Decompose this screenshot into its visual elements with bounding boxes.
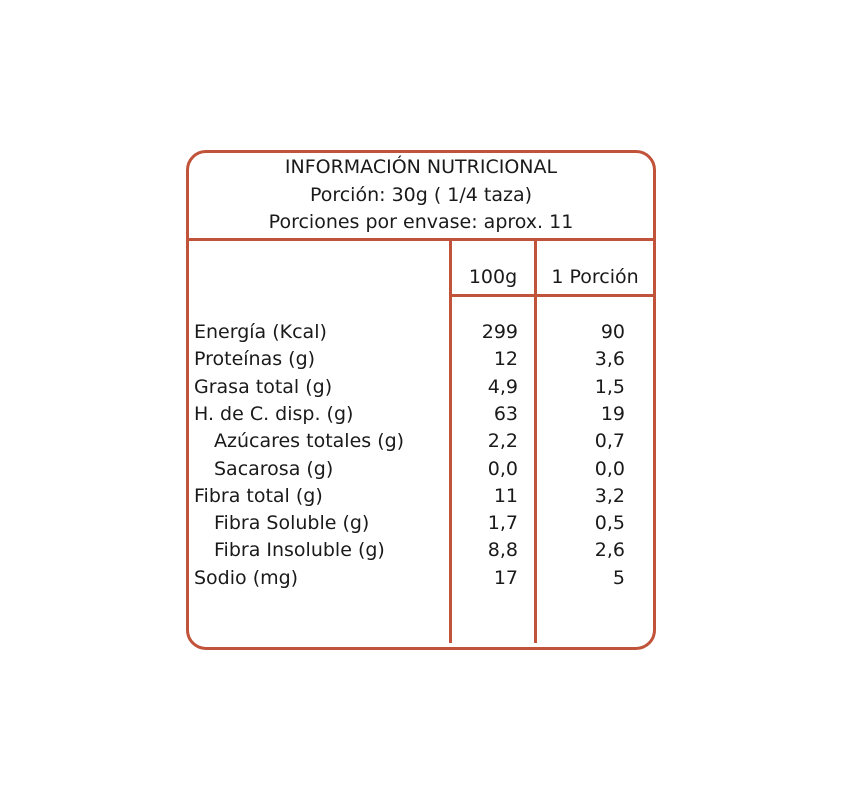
nutrient-label: Proteínas (g) <box>194 348 316 371</box>
value-per-100g: 1,7 <box>487 512 518 535</box>
servings-per-container: Porciones por envase: aprox. 11 <box>268 211 574 233</box>
nutrient-label: Fibra Insoluble (g) <box>214 539 385 562</box>
nutrient-label: Azúcares totales (g) <box>214 430 405 453</box>
nutrient-label: Energía (Kcal) <box>194 321 327 343</box>
value-per-portion: 5 <box>612 566 625 589</box>
value-per-portion: 2,6 <box>594 539 625 562</box>
value-per-portion: 19 <box>600 402 625 425</box>
value-per-100g: 4,9 <box>487 375 518 398</box>
value-per-100g: 299 <box>481 321 518 343</box>
value-per-portion: 1,5 <box>594 375 625 398</box>
value-per-100g: 12 <box>493 348 518 371</box>
value-per-portion: 3,6 <box>594 348 625 371</box>
nutrient-label: Sodio (mg) <box>194 566 299 589</box>
value-per-portion: 3,2 <box>594 484 625 507</box>
nutrient-label: Sacarosa (g) <box>214 457 334 480</box>
nutrient-label: Grasa total (g) <box>194 375 333 398</box>
column-header-divider <box>449 294 653 297</box>
column-header-100g: 100g <box>468 266 518 288</box>
value-per-100g: 63 <box>493 402 518 425</box>
value-per-portion: 0,7 <box>594 430 625 453</box>
nutrient-label: Fibra Soluble (g) <box>214 512 370 535</box>
nutrient-label: H. de C. disp. (g) <box>194 402 354 425</box>
serving-size: Porción: 30g ( 1/4 taza) <box>309 184 533 206</box>
nutrient-label: Fibra total (g) <box>194 484 323 507</box>
header-divider <box>186 238 653 241</box>
column-header-portion: 1 Porción <box>551 266 639 288</box>
value-per-portion: 0,0 <box>594 457 625 480</box>
panel-title: INFORMACIÓN NUTRICIONAL <box>284 156 558 178</box>
value-per-100g: 11 <box>493 484 518 507</box>
value-per-100g: 2,2 <box>487 430 518 453</box>
value-per-portion: 90 <box>600 321 625 343</box>
value-per-100g: 0,0 <box>487 457 518 480</box>
value-per-portion: 0,5 <box>594 512 625 535</box>
value-per-100g: 8,8 <box>487 539 518 562</box>
value-per-100g: 17 <box>493 566 518 589</box>
